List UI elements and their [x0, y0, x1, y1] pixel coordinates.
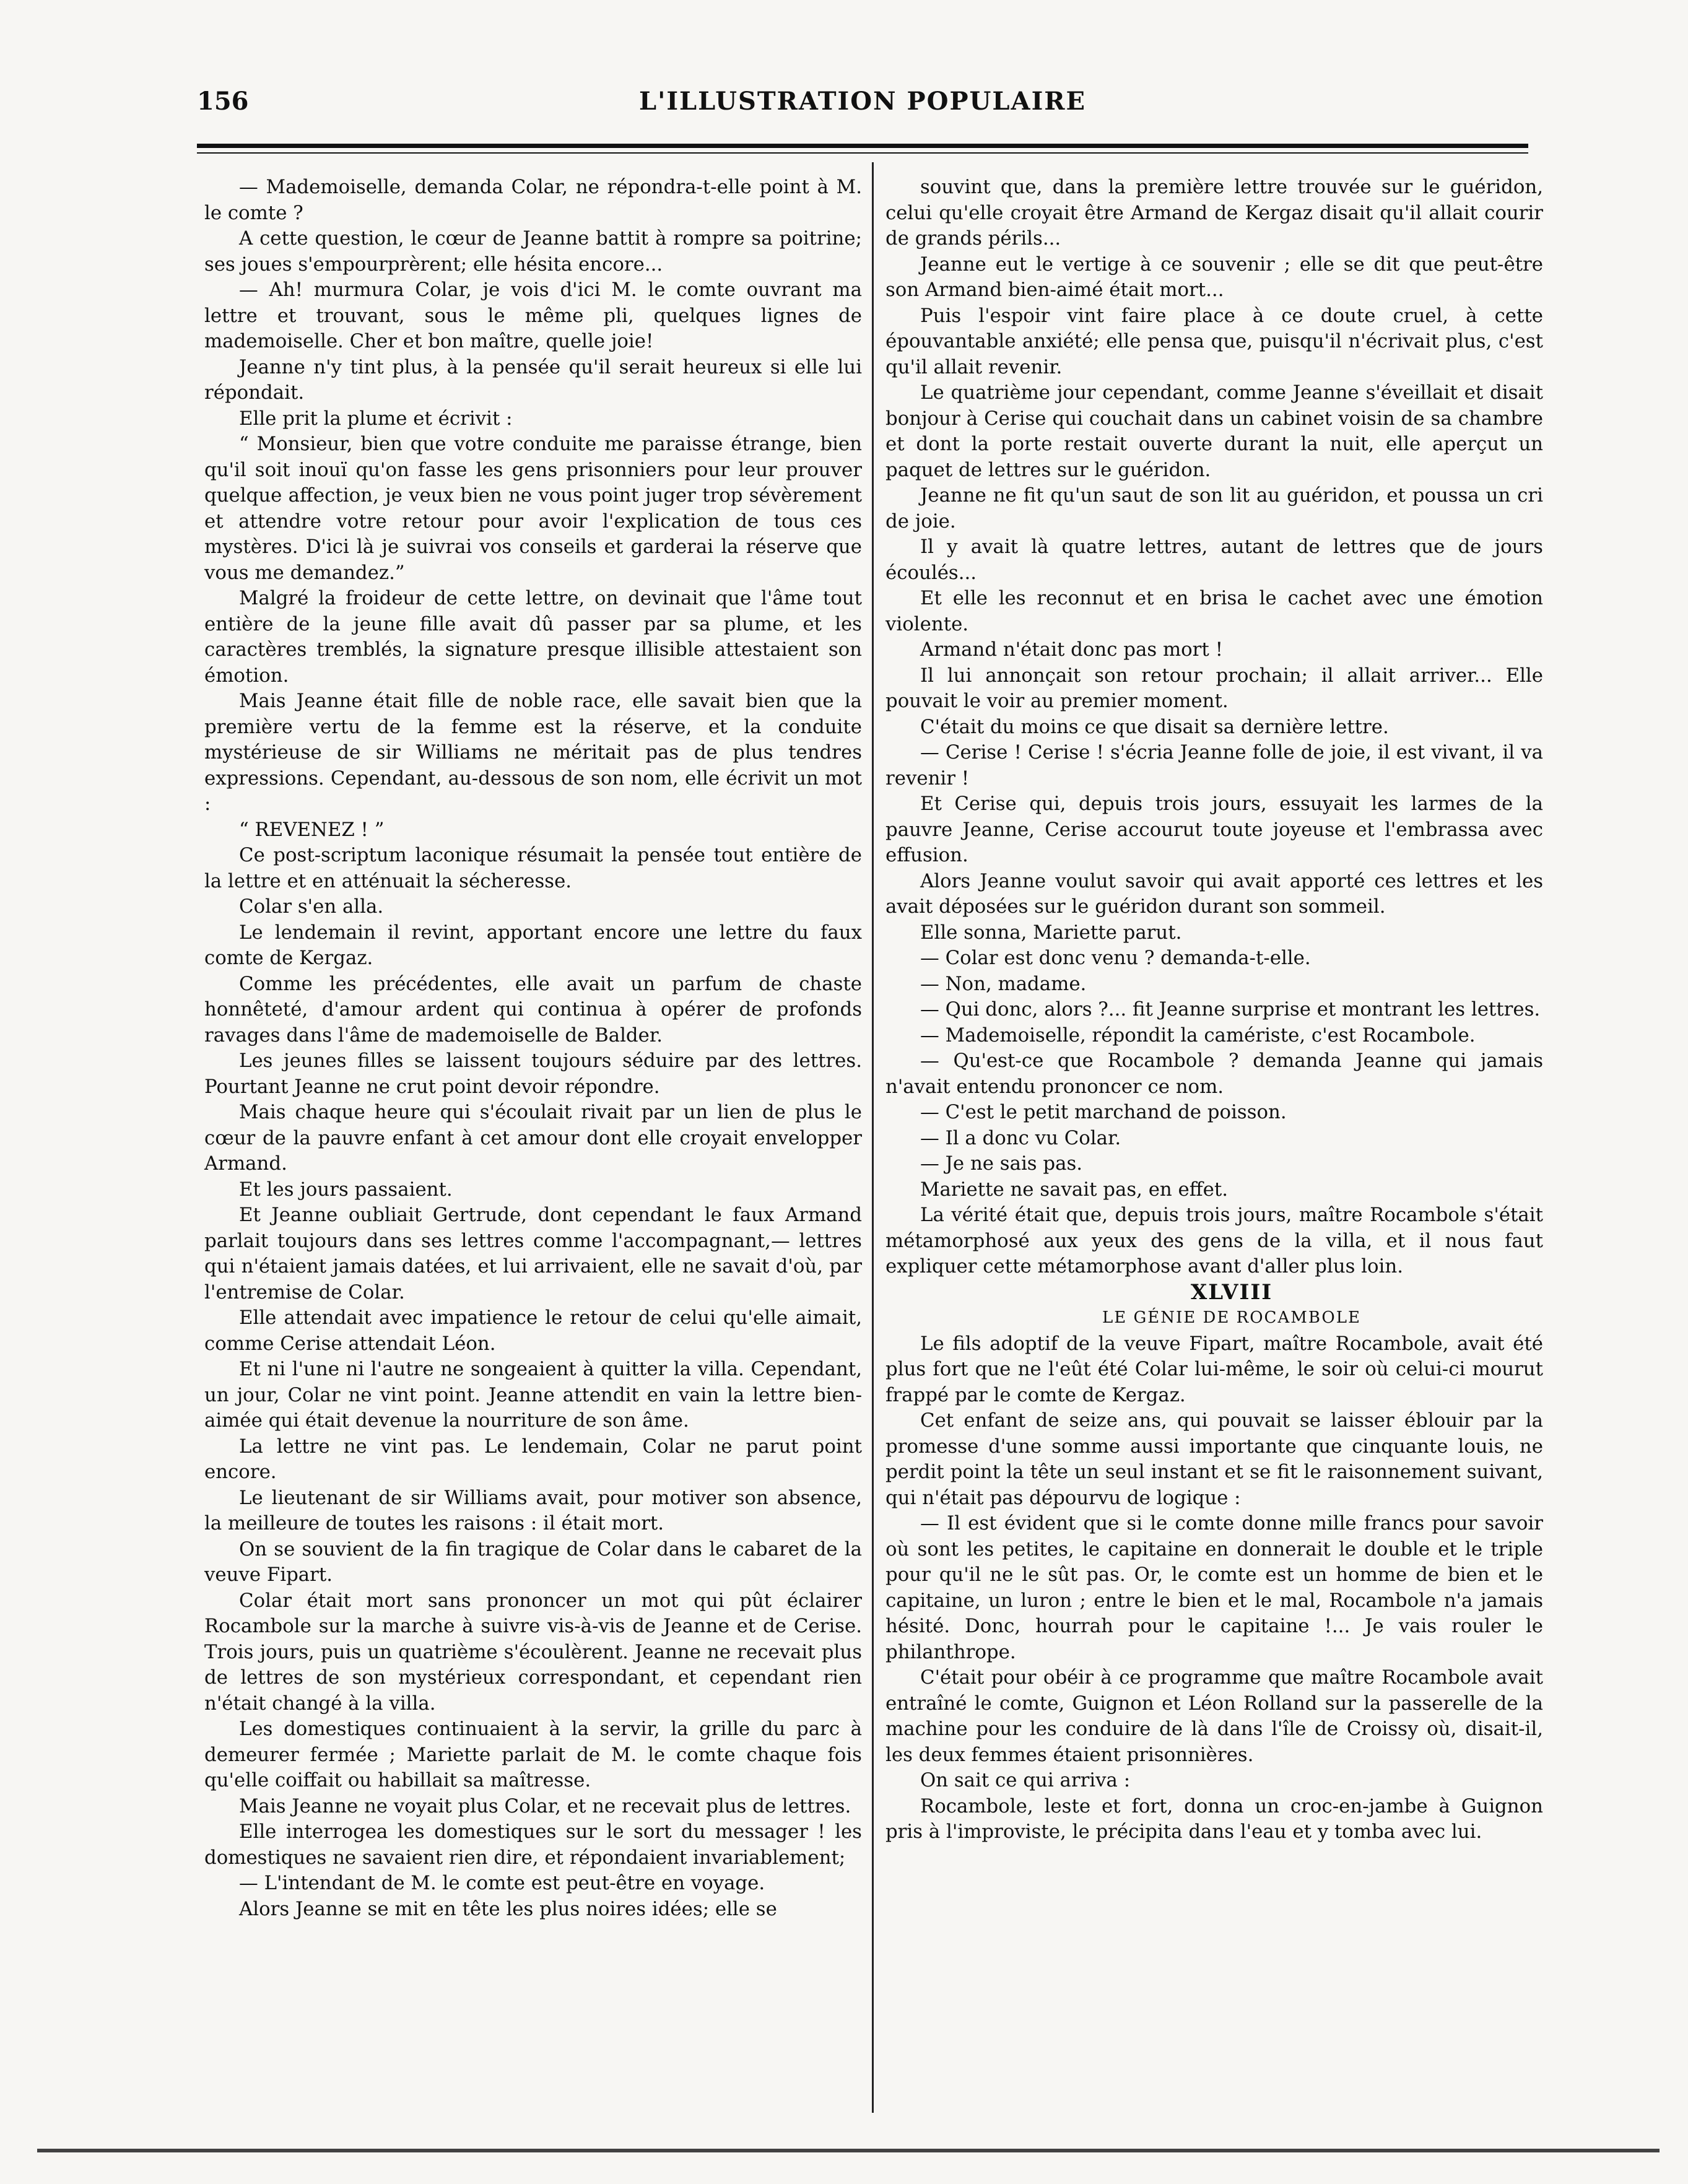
paragraph: Puis l'espoir vint faire place à ce doute cruel, à cette épouvantable anxiété; elle pensa que, puisqu'il n'écrivait plus, c'est qu'il allait revenir. — [885, 304, 1543, 378]
paragraph: Alors Jeanne se mit en tête les plus noires idées; elle se — [239, 1897, 777, 1920]
bottom-edge-rule — [37, 2149, 1660, 2152]
paragraph: Les domestiques continuaient à la servir, la grille du parc à demeurer fermée ; Mariette parlait de M. le comte chaque fois qu'elle coiffait ou habillait sa maîtresse. — [204, 1718, 862, 1791]
paragraph: — L'intendant de M. le comte est peut-être en voyage. — [239, 1872, 765, 1894]
paragraph: La lettre ne vint pas. Le lendemain, Colar ne parut point encore. — [204, 1435, 862, 1483]
paragraph: Le fils adoptif de la veuve Fipart, maître Rocambole, avait été plus fort que ne l'eût été Colar lui-même, le soir où celui-ci mourut frappé par le comte de Kergaz. — [885, 1332, 1543, 1406]
paragraph: Jeanne n'y tint plus, à la pensée qu'il serait heureux si elle lui répondait. — [204, 355, 862, 404]
paragraph: Le lendemain il revint, apportant encore une lettre du faux comte de Kergaz. — [204, 921, 862, 969]
running-title: L'ILLUSTRATION POPULAIRE — [638, 87, 1087, 116]
paragraph: Il lui annonçait son retour prochain; il allait arriver... Elle pouvait le voir au premier moment. — [885, 664, 1543, 712]
paragraph: Malgré la froideur de cette lettre, on devinait que l'âme tout entière de la jeune fille avait dû passer par sa plume, et les caractères tremblés, la signature presque illisible attestaient son émotion. — [204, 587, 862, 687]
paragraph: A cette question, le cœur de Jeanne battit à rompre sa poitrine; ses joues s'empourprèrent; elle hésita encore... — [204, 227, 862, 276]
paragraph: Jeanne ne fit qu'un saut de son lit au guéridon, et poussa un cri de joie. — [885, 484, 1543, 533]
column-divider — [872, 162, 874, 2113]
paragraph: Et les jours passaient. — [239, 1178, 453, 1201]
paragraph: Elle interrogea les domestiques sur le sort du messager ! les domestiques ne savaient rien dire, et répondaient invariablement; — [204, 1821, 862, 1869]
paragraph: Et ni l'une ni l'autre ne songeaient à quitter la villa. Cependant, un jour, Colar ne vint point. Jeanne attendit en vain la lettre bien-aimée qui était devenue la nourriture de son âme. — [204, 1358, 862, 1432]
paragraph: Rocambole, leste et fort, donna un croc-en-jambe à Guignon pris à l'improviste, le précipita dans l'eau et y tomba avec lui. — [885, 1795, 1543, 1843]
paragraph: Comme les précédentes, elle avait un parfum de chaste honnêteté, d'amour ardent qui continua à opérer de profonds ravages dans l'âme de mademoiselle de Balder. — [204, 972, 862, 1046]
paragraph: — Qui donc, alors ?... fit Jeanne surprise et montrant les lettres. — [920, 998, 1541, 1020]
paragraph: — Colar est donc venu ? demanda-t-elle. — [920, 947, 1311, 969]
header-rule — [197, 144, 1528, 148]
paragraph: — Qu'est-ce que Rocambole ? demanda Jeanne qui jamais n'avait entendu prononcer ce nom. — [885, 1050, 1543, 1098]
right-column — [885, 175, 1543, 1845]
paragraph: — Ah! murmura Colar, je vois d'ici M. le comte ouvrant ma lettre et trouvant, sous le même pli, quelques lignes de mademoiselle. Cher et bon maître, quelle joie! — [204, 279, 862, 352]
paragraph: La vérité était que, depuis trois jours, maître Rocambole s'était métamorphosé aux yeux des gens de la villa, et il nous faut expliquer cette métamorphose avant d'aller plus loin. — [885, 1204, 1543, 1277]
paragraph: Et elle les reconnut et en brisa le cachet avec une émotion violente. — [885, 587, 1543, 635]
paragraph: Il y avait là quatre lettres, autant de lettres que de jours écoulés... — [885, 536, 1543, 584]
paragraph: — Cerise ! Cerise ! s'écria Jeanne folle de joie, il est vivant, il va revenir ! — [885, 741, 1543, 790]
paragraph: Mais Jeanne était fille de noble race, elle savait bien que la première vertu de la femme est la réserve, et la conduite mystérieuse de sir Williams ne méritait pas de plus tendres expressions. Cependant, au-dessous de son nom, elle écrivit un mot : — [204, 690, 862, 815]
paragraph: Mais Jeanne ne voyait plus Colar, et ne recevait plus de lettres. — [239, 1795, 851, 1817]
page-header — [197, 87, 1528, 124]
paragraph: — Il est évident que si le comte donne mille francs pour savoir où sont les petites, le capitaine en donnerait le double et le triple pour qu'il ne le sût pas. Or, le comte est un homme de bien et le capitaine, un luron ; entre le bien et le mal, Rocambole n'a jamais hésité. Donc, hourrah pour le capitaine !... Je vais rouler le philanthrope. — [885, 1512, 1543, 1663]
paragraph: Colar s'en alla. — [239, 895, 384, 918]
paragraph: Cet enfant de seize ans, qui pouvait se laisser éblouir par la promesse d'une somme aussi importante que cinquante louis, ne perdit point la tête un seul instant et se fit le raisonnement suivant, qui n'était pas dépourvu de logique : — [885, 1409, 1543, 1509]
paragraph: Le lieutenant de sir Williams avait, pour motiver son absence, la meilleure de toutes les raisons : il était mort. — [204, 1486, 862, 1534]
paragraph: — Non, madame. — [920, 972, 1087, 995]
paragraph: On sait ce qui arriva : — [920, 1769, 1131, 1791]
page-number: 156 — [197, 87, 249, 116]
paragraph: Les jeunes filles se laissent toujours séduire par des lettres. Pourtant Jeanne ne crut point devoir répondre. — [204, 1050, 862, 1098]
chapter-title: LE GÉNIE DE ROCAMBOLE — [1102, 1308, 1361, 1327]
paragraph: — Il a donc vu Colar. — [920, 1126, 1121, 1149]
paragraph: C'était du moins ce que disait sa dernière lettre. — [920, 715, 1389, 738]
paragraph: Mais chaque heure qui s'écoulait rivait par un lien de plus le cœur de la pauvre enfant à cet amour dont elle croyait envelopper Armand. — [204, 1101, 862, 1175]
chapter-number: XLVIII — [1190, 1279, 1273, 1305]
header-rule-thin — [197, 152, 1528, 154]
paragraph: — Mademoiselle, répondit la camériste, c'est Rocambole. — [920, 1024, 1476, 1046]
left-column — [204, 175, 862, 1922]
paragraph: — Je ne sais pas. — [920, 1152, 1083, 1175]
paragraph: Jeanne eut le vertige à ce souvenir ; elle se dit que peut-être son Armand bien-aimé était mort... — [885, 253, 1543, 301]
paragraph: “ REVENEZ ! ” — [239, 818, 385, 841]
paragraph: Le quatrième jour cependant, comme Jeanne s'éveillait et disait bonjour à Cerise qui couchait dans un cabinet voisin de sa chambre et dont la porte restait ouverte durant la nuit, elle aperçut un paquet de lettres sur le guéridon. — [885, 381, 1543, 481]
paragraph: Alors Jeanne voulut savoir qui avait apporté ces lettres et les avait déposées sur le guéridon durant son sommeil. — [885, 869, 1543, 918]
paragraph: Et Jeanne oubliait Gertrude, dont cependant le faux Armand parlait toujours dans ses lettres comme l'accompagnant,— lettres qui n'étaient jamais datées, et lui arrivaient, elle ne savait d'où, par l'entremise de Colar. — [204, 1204, 862, 1303]
paragraph: C'était pour obéir à ce programme que maître Rocambole avait entraîné le comte, Guignon et Léon Rolland sur la passerelle de la machine pour les conduire de là dans l'île de Croissy où, disait-il, les deux femmes étaient prisonnières. — [885, 1666, 1543, 1766]
paragraph: Ce post-scriptum laconique résumait la pensée tout entière de la lettre et en atténuait la sécheresse. — [204, 844, 862, 892]
paragraph: On se souvient de la fin tragique de Colar dans le cabaret de la veuve Fipart. — [204, 1538, 862, 1586]
paragraph: Elle prit la plume et écrivit : — [239, 407, 513, 430]
paragraph: — Mademoiselle, demanda Colar, ne répondra-t-elle point à M. le comte ? — [204, 176, 862, 224]
paragraph: — C'est le petit marchand de poisson. — [920, 1101, 1287, 1123]
paragraph: Armand n'était donc pas mort ! — [920, 638, 1223, 661]
paragraph: souvint que, dans la première lettre trouvée sur le guéridon, celui qu'elle croyait être Armand de Kergaz disait qu'il allait courir de grands périls... — [885, 176, 1543, 250]
paragraph: Colar était mort sans prononcer un mot qui pût éclairer Rocambole sur la marche à suivre vis-à-vis de Jeanne et de Cerise. Trois jours, puis un quatrième s'écoulèrent. Jeanne ne recevait plus de lettres de son mystérieux correspondant, et cependant rien n'était changé à la villa. — [204, 1589, 862, 1715]
paragraph: Elle attendait avec impatience le retour de celui qu'elle aimait, comme Cerise attendait Léon. — [204, 1307, 862, 1355]
paragraph: Elle sonna, Mariette parut. — [920, 921, 1182, 944]
paragraph: Mariette ne savait pas, en effet. — [920, 1178, 1229, 1201]
paragraph: “ Monsieur, bien que votre conduite me paraisse étrange, bien qu'il soit inouï qu'on fasse les gens prisonniers pour leur prouver quelque affection, je veux bien ne vous point juger trop sévèrement et attendre votre retour pour avoir l'explication de tous ces mystères. D'ici là je suivrai vos conseils et garderai la réserve que vous me demandez.” — [204, 433, 862, 584]
paragraph: Et Cerise qui, depuis trois jours, essuyait les larmes de la pauvre Jeanne, Cerise accourut toute joyeuse et l'embrassa avec effusion. — [885, 793, 1543, 866]
